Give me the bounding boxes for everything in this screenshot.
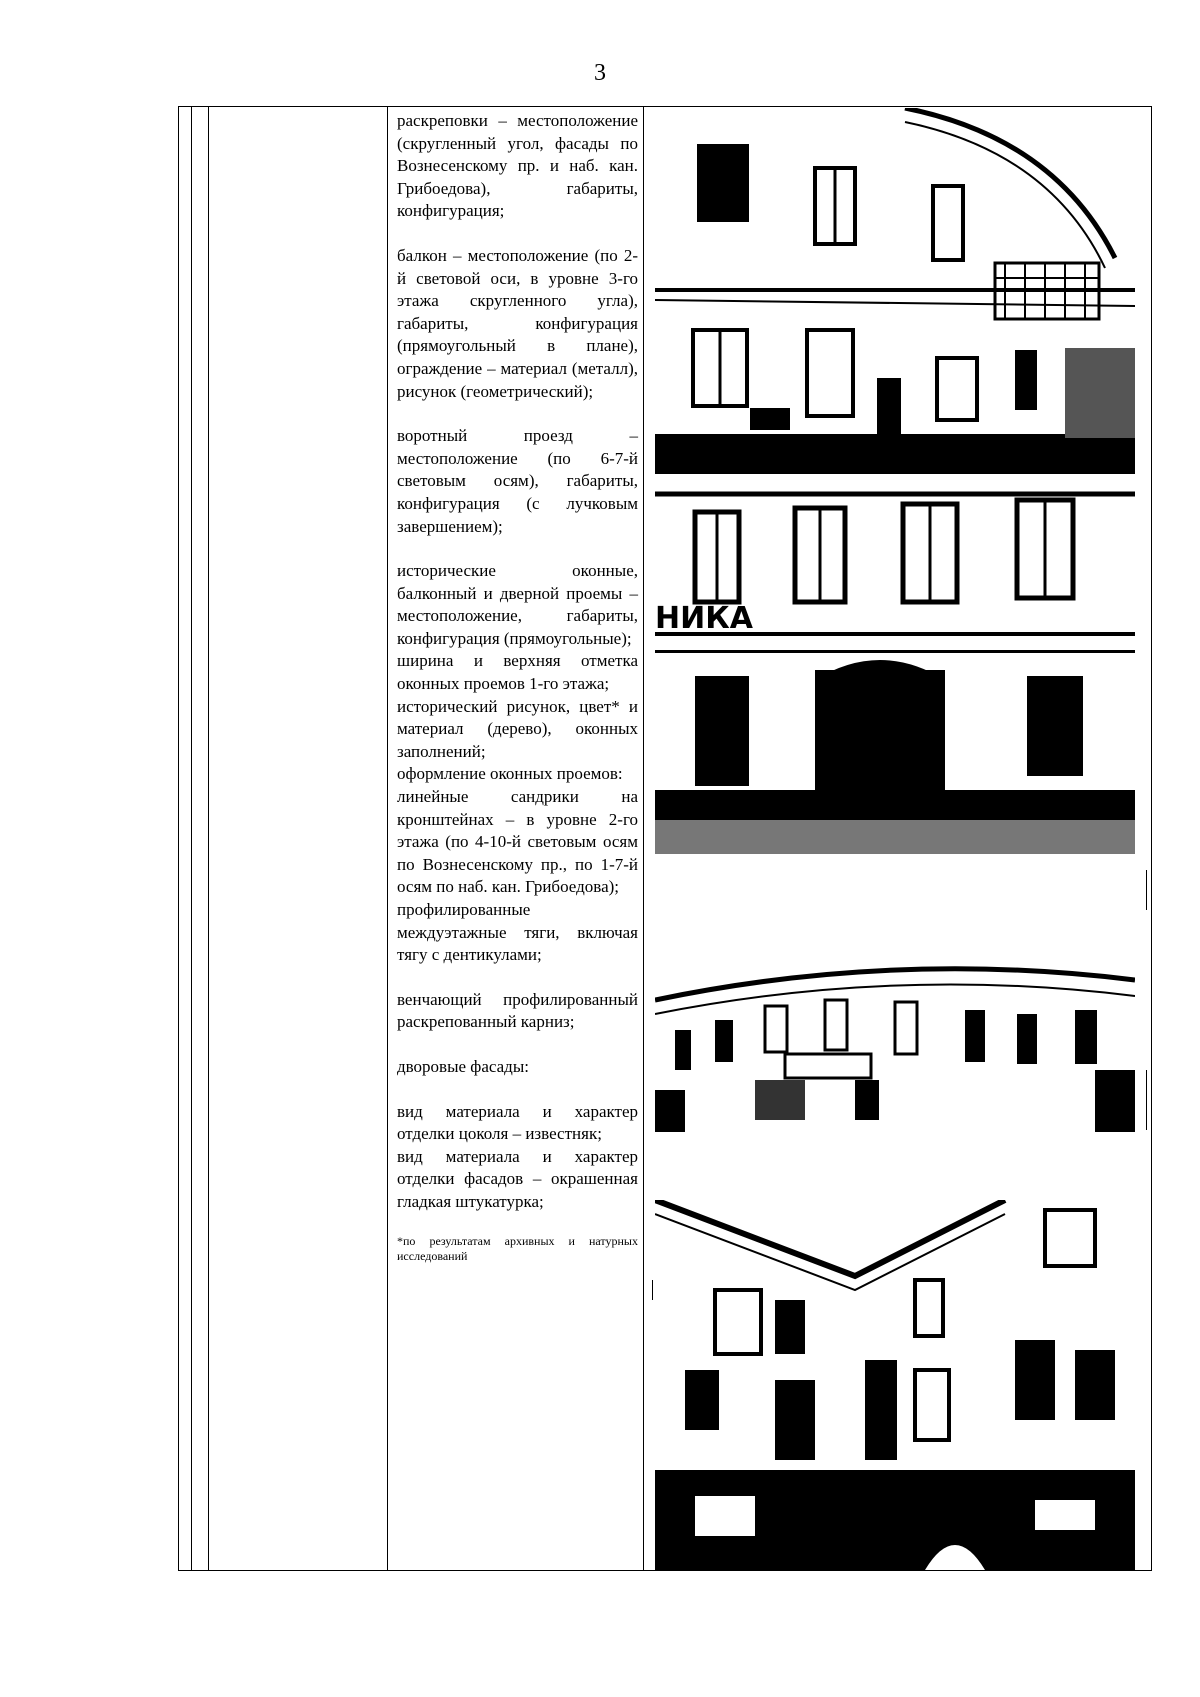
scan-edge-mark: [1146, 1070, 1147, 1130]
paragraph-courtyard: дворовые фасады:: [397, 1056, 529, 1076]
table-column-divider: [191, 107, 192, 1570]
paragraph-facade-finish: вид материала и характер отделки фасадов – окрашенная гладкая штукатурка;: [397, 1146, 638, 1211]
paragraph-sandriks: линейные сандрики на кронштейнах – в уровне 2-го этажа (по 4-10-й световым осям по Вознесенскому пр., по 1-7-й осям по наб. кан. Грибоедова);: [397, 787, 638, 897]
paragraph-openings: исторические оконные, балконный и дверной проемы – местоположение, габариты, конфигурация (прямоугольные);: [397, 561, 638, 648]
paragraph-plinth: вид материала и характер отделки цоколя – известняк;: [397, 1101, 638, 1144]
paragraph-cornice: венчающий профилированный раскрепованный карниз;: [397, 989, 638, 1032]
scan-edge-mark: [1146, 870, 1147, 910]
paragraph-window-width: ширина и верхняя отметка оконных проемов 1-го этажа;: [397, 651, 638, 694]
footnote: *по результатам архивных и натурных исследований: [397, 1233, 638, 1263]
scan-edge-mark: [652, 1280, 653, 1300]
table-column-divider: [387, 107, 388, 1570]
shop-sign-text: НИКА: [655, 601, 753, 636]
photo-gateway: [655, 490, 1135, 854]
paragraph-ledges: раскреповки – местоположение (скругленный угол, фасады по Вознесенскому пр. и наб. кан. Грибоедова), габариты, конфигурация;: [397, 111, 638, 221]
paragraph-balcony: балкон – местоположение (по 2-й световой оси, в уровне 3-го этажа скругленного угла), габариты, конфигурация (прямоугольный в плане), ограждение – материал (металл), рисунок (геометрический);: [397, 245, 638, 401]
paragraph-window-decor: оформление оконных проемов:: [397, 764, 623, 784]
paragraph-string-courses: профилированные междуэтажные тяги, включая тягу с дентикулами;: [397, 900, 638, 965]
description-column: [397, 110, 638, 1264]
photo-courtyard: [655, 1200, 1135, 1570]
photo-rounded-corner: [655, 108, 1135, 474]
paragraph-window-fill: исторический рисунок, цвет* и материал (дерево), оконных заполнений;: [397, 696, 638, 761]
table-column-divider: [208, 107, 209, 1570]
table-column-divider: [643, 107, 644, 1570]
page-number: 3: [594, 60, 606, 86]
photo-corner-wide: [655, 950, 1135, 1132]
paragraph-gateway: воротный проезд – местоположение (по 6-7-й световым осям), габариты, конфигурация (с лучковым завершением);: [397, 426, 638, 536]
